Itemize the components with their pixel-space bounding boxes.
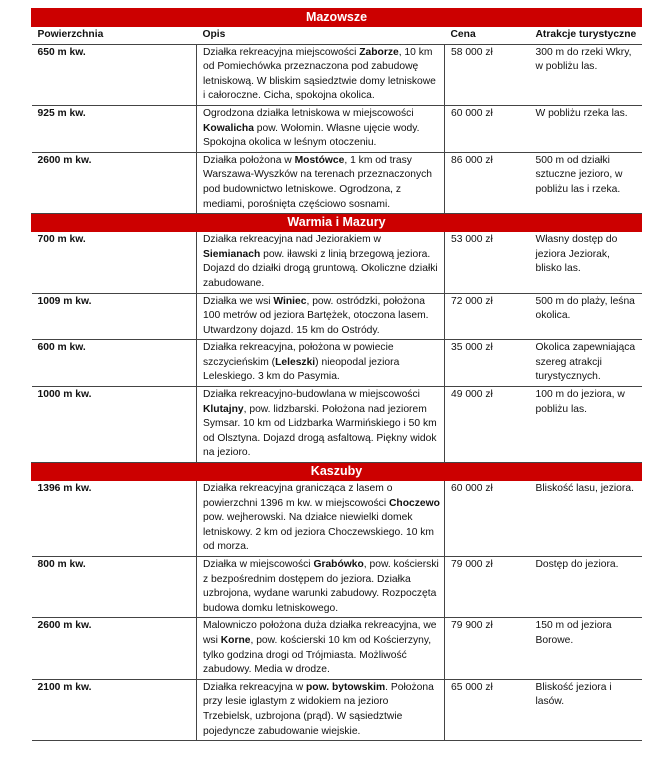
description-text: , pow. lidzbarski. Położona nad jeziorem Symsar. 10 km od Lidzbarka Warmińskiego i 50 km od Olsztyna. Dojazd drogą asfaltową. Piękny widok na jezioro. (203, 403, 437, 459)
location-name: Winiec (273, 295, 307, 307)
plot-price: 35 000 zł (445, 340, 530, 387)
plot-size: 700 m kw. (32, 232, 197, 293)
plot-price: 53 000 zł (445, 232, 530, 293)
listing-table-container (31, 8, 641, 741)
description-text: pow. Wołomin. Własne ujęcie wody. Spokojna okolica w leśnym otoczeniu. (203, 122, 420, 149)
plot-price: 86 000 zł (445, 152, 530, 213)
location-name: Zaborze (359, 46, 399, 58)
description-text: Malowniczo położona duża działka rekreacyjna, we wsi (203, 620, 437, 646)
description-text: Działka rekreacyjna miejscowości (203, 46, 360, 58)
location-name: Klutajny (203, 403, 244, 415)
location-name: Leleszki (275, 356, 316, 368)
plot-price: 49 000 zł (445, 387, 530, 463)
plot-attractions: Bliskość lasu, jeziora. (530, 481, 642, 557)
description-text: , pow. kościerski 10 km od Kościerzyny, tylko godzina drogi od Trójmiasta. Możliwość zabudowy. Media w drodze. (203, 634, 432, 676)
location-name: Choczewo (388, 497, 440, 509)
table-row (32, 293, 642, 340)
description-text: Działka rekreacyjna w (203, 681, 307, 693)
plot-description (197, 481, 445, 557)
plot-description (197, 387, 445, 463)
column-header-price: Cena (445, 27, 530, 45)
plot-description (197, 557, 445, 618)
plot-description (197, 340, 445, 387)
description-text: , 10 km od Pomiechówka przeznaczona pod zabudowę letniskową. W bliskim sąsiedztwie domy letniskowe i całoroczne. Cicha, spokojna okolica. (203, 46, 436, 102)
description-text: , pow. kościerski z bezpośrednim dostępem do jeziora. Działka uzbrojona, wydane warunki zabudowy. Rozpoczęta budowa domku letniskowego. (203, 559, 439, 614)
description-text: ) nieopodal jeziora Leleskiego. 3 km do Pasymia. (203, 356, 400, 383)
plot-description (197, 293, 445, 340)
column-header-size: Powierzchnia (32, 27, 197, 45)
table-row (32, 44, 642, 105)
description-text: Działka w miejscowości (203, 559, 314, 570)
description-text: , pow. ostródzki, położona 100 metrów od jeziora Bartężek, otoczona lasem. Utwardzony dojazd. 15 km do Ostródy. (203, 295, 429, 336)
plot-price: 65 000 zł (445, 679, 530, 740)
table-row (32, 105, 642, 152)
column-header-attractions: Atrakcje turystyczne (530, 27, 642, 45)
plot-description (197, 152, 445, 213)
plot-attractions: Bliskość jeziora i lasów. (530, 679, 642, 740)
plot-price: 79 900 zł (445, 618, 530, 679)
table-row (32, 618, 642, 679)
plot-attractions: 150 m od jeziora Borowe. (530, 618, 642, 679)
table-row (32, 152, 642, 213)
plot-attractions: W pobliżu rzeka las. (530, 105, 642, 152)
description-text: pow. iławski z linią brzegową jeziora. Dojazd do działki drogą gruntową. Okoliczne działki zabudowane. (203, 248, 438, 289)
plot-size: 1000 m kw. (32, 387, 197, 463)
region-name: Mazowsze (32, 9, 642, 27)
table-row (32, 340, 642, 387)
plot-price: 72 000 zł (445, 293, 530, 340)
plot-price: 79 000 zł (445, 557, 530, 618)
plot-listings-table (31, 8, 642, 741)
description-text: . Położona przy lesie iglastym z widokiem na jezioro Trzebielsk, uzbrojona (prąd). W sąsiedztwie pojedyncze zabudowanie wiejskie. (203, 681, 434, 737)
plot-attractions: 100 m do jeziora, w pobliżu las. (530, 387, 642, 463)
plot-size: 1009 m kw. (32, 293, 197, 340)
description-text: pow. wejherowski. Na działce niewielki domek letniskowy. 2 km od jeziora Choczewskiego. 10 km od morza. (203, 512, 435, 553)
description-text: Ogrodzona działka letniskowa w miejscowości (203, 107, 414, 119)
region-name: Kaszuby (32, 463, 642, 481)
description-text: Działka rekreacyjna, położona w powiecie szczycieńskim ( (203, 342, 394, 368)
plot-size: 925 m kw. (32, 105, 197, 152)
plot-price: 60 000 zł (445, 105, 530, 152)
plot-attractions: 300 m do rzeki Wkry, w pobliżu las. (530, 44, 642, 105)
plot-size: 800 m kw. (32, 557, 197, 618)
location-name: Grabówko (313, 559, 364, 570)
table-row (32, 232, 642, 293)
description-text: Działka rekreacyjna granicząca z lasem o powierzchni 1396 m kw. w miejscowości (203, 483, 393, 509)
plot-price: 58 000 zł (445, 44, 530, 105)
plot-size: 2100 m kw. (32, 679, 197, 740)
plot-description (197, 232, 445, 293)
plot-attractions: Okolica zapewniająca szereg atrakcji turystycznych. (530, 340, 642, 387)
table-row (32, 387, 642, 463)
description-text: Działka we wsi (203, 295, 274, 307)
description-text: , 1 km od trasy Warszawa-Wyszków na terenach przeznaczonych pod budownictwo letniskowe. Ogrodzona, z mediami, porośnięta częściowo sosnami. (203, 154, 433, 210)
plot-size: 2600 m kw. (32, 152, 197, 213)
location-name: Mostówce (294, 154, 345, 166)
table-row (32, 557, 642, 618)
plot-attractions: Własny dostęp do jeziora Jeziorak, blisko las. (530, 232, 642, 293)
column-header-description: Opis (197, 27, 445, 45)
plot-attractions: 500 m do plaży, leśna okolica. (530, 293, 642, 340)
table-row (32, 679, 642, 740)
plot-description (197, 44, 445, 105)
column-header-row (32, 27, 642, 45)
plot-description (197, 618, 445, 679)
plot-price: 60 000 zł (445, 481, 530, 557)
location-name: pow. bytowskim (306, 681, 386, 693)
plot-size: 2600 m kw. (32, 618, 197, 679)
plot-description (197, 679, 445, 740)
location-name: Siemianach (203, 248, 261, 260)
plot-description (197, 105, 445, 152)
region-name: Warmia i Mazury (32, 214, 642, 232)
region-header (32, 463, 642, 481)
plot-attractions: Dostęp do jeziora. (530, 557, 642, 618)
description-text: Działka położona w (203, 154, 295, 166)
region-header (32, 9, 642, 27)
plot-attractions: 500 m od działki sztuczne jezioro, w pobliżu las i rzeka. (530, 152, 642, 213)
location-name: Kowalicha (203, 122, 254, 134)
description-text: Działka rekreacyjna nad Jeziorakiem w (203, 234, 381, 246)
plot-size: 1396 m kw. (32, 481, 197, 557)
plot-size: 600 m kw. (32, 340, 197, 387)
plot-size: 650 m kw. (32, 44, 197, 105)
description-text: Działka rekreacyjno-budowlana w miejscowości (203, 389, 420, 401)
location-name: Korne (220, 634, 251, 646)
table-row (32, 481, 642, 557)
region-header (32, 214, 642, 232)
